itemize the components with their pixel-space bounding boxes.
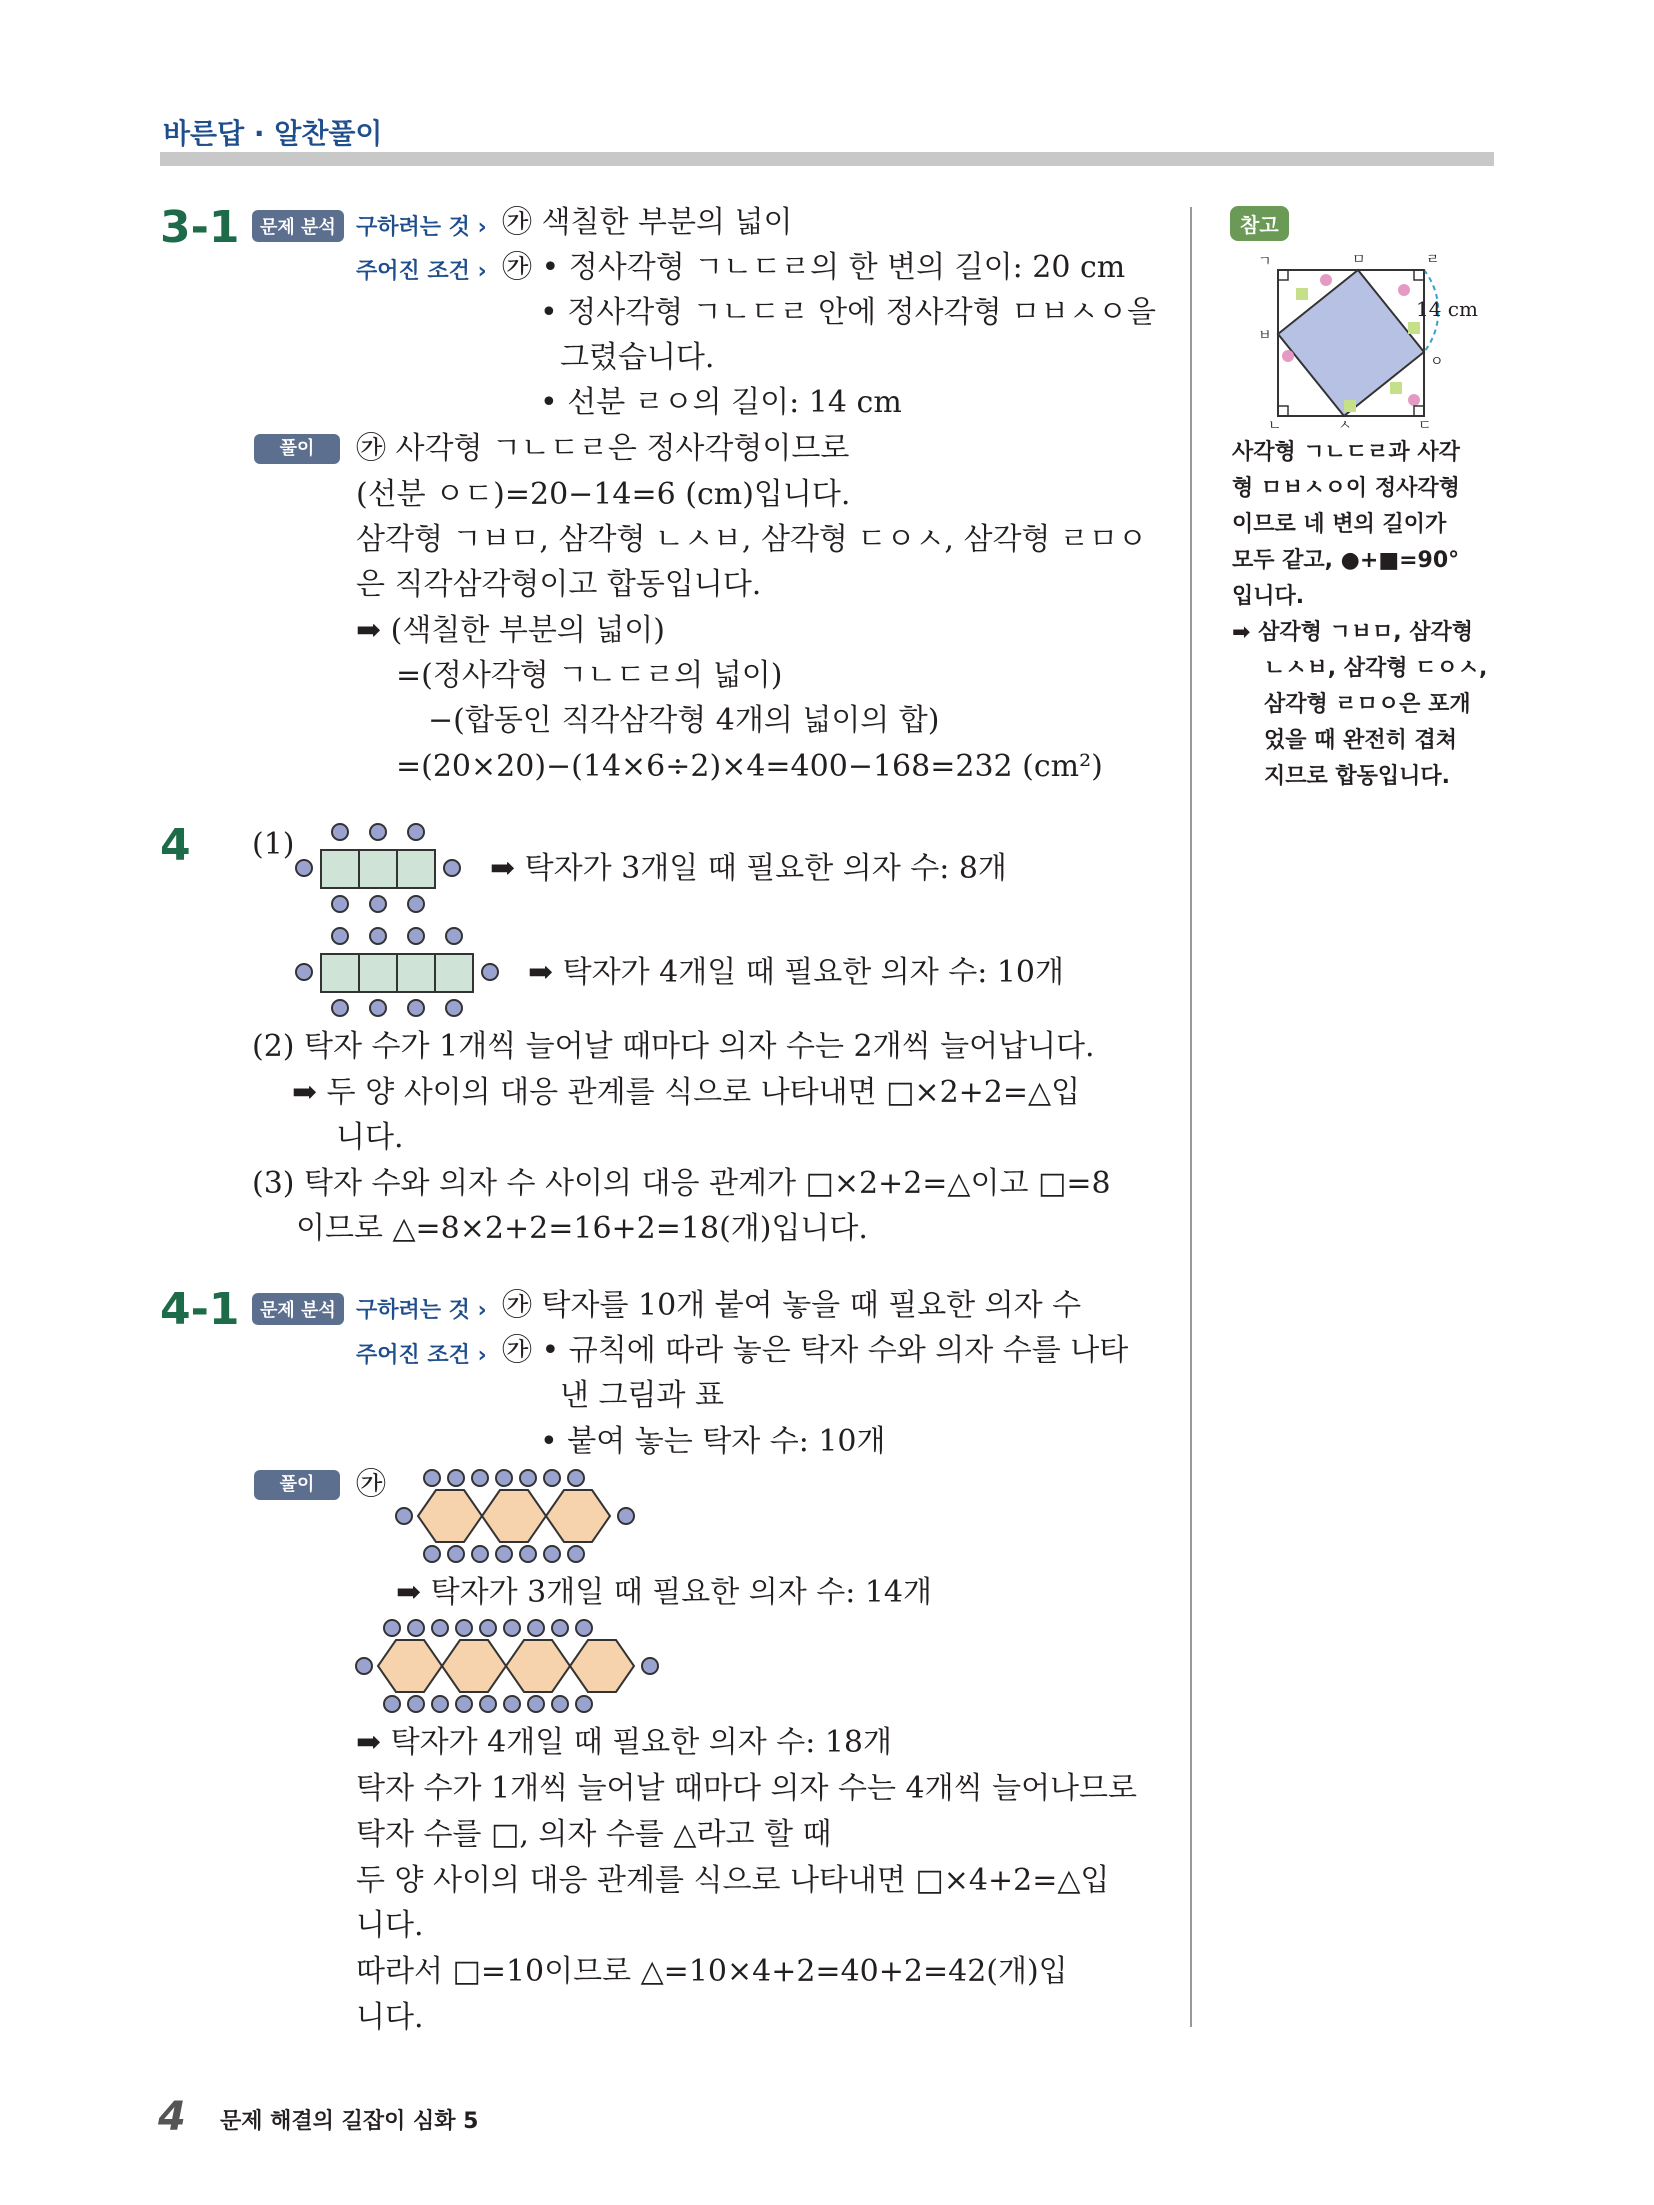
- given-label: 주어진 조건 ›: [356, 1343, 487, 1368]
- find-text: ㉮ 탁자를 10개 붙여 놓을 때 필요한 의자 수: [502, 1288, 1082, 1323]
- figure-caption: ➡ 탁자가 3개일 때 필요한 의자 수: 8개: [490, 851, 1007, 886]
- given-line: 낸 그림과 표: [560, 1378, 724, 1413]
- solution-line: =(정사각형 ㄱㄴㄷㄹ의 넓이): [396, 658, 783, 693]
- fig-label-m: ㅁ: [1352, 252, 1366, 268]
- solution-line: 따라서 □=10이므로 △=10×4+2=40+2=42(개)입: [356, 1954, 1068, 1989]
- fig-label-r: ㄹ: [1426, 252, 1440, 268]
- badge-solution: 풀이: [254, 434, 340, 464]
- problem-number-3-1: 3-1: [160, 202, 240, 253]
- solution-line: 탁자 수를 □, 의자 수를 △라고 할 때: [356, 1817, 832, 1852]
- fig-label-n: ㄴ: [1268, 418, 1282, 430]
- reference-line: 입니다.: [1232, 584, 1305, 609]
- figure-caption: ➡ 탁자가 4개일 때 필요한 의자 수: 18개: [356, 1725, 892, 1760]
- solution-line: 탁자 수가 1개씩 늘어날 때마다 의자 수는 4개씩 늘어나므로: [356, 1771, 1138, 1806]
- page-header-title: 바른답 · 알찬풀이: [163, 117, 383, 150]
- fig-label-g: ㄱ: [1258, 254, 1272, 270]
- reference-line: 었을 때 완전히 겹쳐: [1264, 728, 1457, 753]
- table-figure-3: [290, 818, 470, 918]
- solution-line: 니다.: [356, 1908, 424, 1943]
- part-label: (1): [252, 827, 295, 862]
- solution-line: −(합동인 직각삼각형 4개의 넓이의 합): [428, 703, 940, 738]
- reference-line: 삼각형 ㄹㅁㅇ은 포개: [1264, 692, 1471, 717]
- solution-line: 은 직각삼각형이고 합동입니다.: [356, 567, 762, 602]
- figure-caption: ➡ 탁자가 3개일 때 필요한 의자 수: 14개: [396, 1575, 932, 1610]
- reference-badge: 참고: [1230, 206, 1289, 241]
- solution-line: =(20×20)−(14×6÷2)×4=400−168=232 (cm²): [396, 749, 1103, 784]
- solution-line: 두 양 사이의 대응 관계를 식으로 나타내면 □×4+2=△입: [356, 1863, 1110, 1898]
- solution-line: 니다.: [356, 2000, 424, 2035]
- table-figure-4: [290, 922, 510, 1022]
- given-line: ㉮ • 정사각형 ㄱㄴㄷㄹ의 한 변의 길이: 20 cm: [502, 250, 1126, 285]
- badge-analysis: 문제 분석: [252, 210, 344, 242]
- part-line: 이므로 △=8×2+2=16+2=18(개)입니다.: [296, 1211, 868, 1246]
- solution-line: ㉮ 사각형 ㄱㄴㄷㄹ은 정사각형이므로: [356, 431, 850, 466]
- find-label: 구하려는 것 ›: [356, 215, 487, 240]
- page-number: 4: [158, 2094, 186, 2140]
- given-line: • 붙여 놓는 탁자 수: 10개: [540, 1424, 886, 1459]
- part-line: ➡ 두 양 사이의 대응 관계를 식으로 나타내면 □×2+2=△입: [292, 1075, 1081, 1110]
- badge-solution: 풀이: [254, 1470, 340, 1500]
- part-line: 니다.: [336, 1120, 404, 1155]
- fig-label-d: ㄷ: [1418, 418, 1432, 430]
- part-line: (3) 탁자 수와 의자 수 사이의 대응 관계가 □×2+2=△이고 □=8: [252, 1166, 1111, 1201]
- reference-line: 이므로 네 변의 길이가: [1232, 512, 1447, 537]
- reference-line: ㄴㅅㅂ, 삼각형 ㄷㅇㅅ,: [1264, 656, 1488, 681]
- problem-number-4-1: 4-1: [160, 1284, 240, 1335]
- solution-mark: ㉮: [356, 1467, 386, 1502]
- fig-length-label: 14 cm: [1416, 297, 1478, 321]
- problem-number-4: 4: [160, 820, 191, 871]
- reference-line: 지므로 합동입니다.: [1264, 764, 1451, 789]
- reference-line: ➡ 삼각형 ㄱㅂㅁ, 삼각형: [1232, 620, 1474, 645]
- reference-line: 형 ㅁㅂㅅㅇ이 정사각형: [1232, 476, 1460, 501]
- fig-label-b: ㅂ: [1258, 328, 1272, 344]
- solution-line: ➡ (색칠한 부분의 넓이): [356, 613, 665, 648]
- part-line: (2) 탁자 수가 1개씩 늘어날 때마다 의자 수는 2개씩 늘어납니다.: [252, 1029, 1095, 1064]
- fig-label-s: ㅅ: [1338, 418, 1352, 430]
- book-title: 문제 해결의 길잡이 심화 5: [220, 2109, 479, 2134]
- figure-caption: ➡ 탁자가 4개일 때 필요한 의자 수: 10개: [528, 955, 1064, 990]
- solution-line: (선분 ㅇㄷ)=20−14=6 (cm)입니다.: [356, 477, 851, 512]
- given-line: • 정사각형 ㄱㄴㄷㄹ 안에 정사각형 ㅁㅂㅅㅇ을: [540, 295, 1156, 330]
- given-line: • 선분 ㄹㅇ의 길이: 14 cm: [540, 385, 902, 420]
- solution-line: 삼각형 ㄱㅂㅁ, 삼각형 ㄴㅅㅂ, 삼각형 ㄷㅇㅅ, 삼각형 ㄹㅁㅇ: [356, 522, 1147, 557]
- hexagon-figure-4: [352, 1616, 664, 1716]
- find-text: ㉮ 색칠한 부분의 넓이: [502, 205, 793, 240]
- given-line: ㉮ • 규칙에 따라 놓은 탁자 수와 의자 수를 나타: [502, 1333, 1129, 1368]
- header-bar: [160, 152, 1494, 166]
- find-label: 구하려는 것 ›: [356, 1298, 487, 1323]
- badge-analysis: 문제 분석: [252, 1293, 344, 1325]
- given-label: 주어진 조건 ›: [356, 259, 487, 284]
- reference-line: 모두 같고, ●+■=90°: [1232, 548, 1460, 573]
- reference-line: 사각형 ㄱㄴㄷㄹ과 사각: [1232, 440, 1460, 465]
- reference-square-figure: [1240, 250, 1480, 430]
- column-divider: [1190, 207, 1192, 2027]
- given-line: 그렸습니다.: [560, 340, 715, 375]
- fig-label-o: ㅇ: [1430, 354, 1444, 370]
- hexagon-figure-3: [392, 1466, 640, 1566]
